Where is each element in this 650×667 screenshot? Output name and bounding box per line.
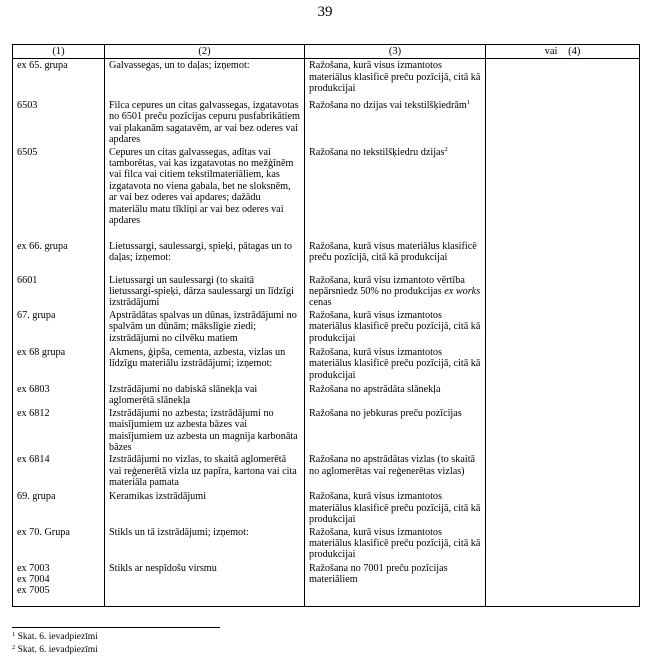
rule-text: Ražošana no apstrādātas vizlas (to skaitā no aglomerētas vai reģenerētas vizlas) <box>309 454 476 477</box>
cell-code: 69. grupa <box>13 490 105 525</box>
rule-text: Ražošana, kurā visus materiālus klasificē preču pozīcijā, citā kā produkcijai <box>309 240 477 263</box>
footnote-text: Skat. 6. ievadpiezīmi <box>17 632 98 642</box>
cell-description: Stikls ar nespīdošu virsmu <box>105 562 305 598</box>
code-line: ex 7004 <box>17 574 50 585</box>
footnote-text: Skat. 6. ievadpiezīmi <box>17 645 98 655</box>
table-row <box>13 59 640 99</box>
rules-table <box>12 44 640 607</box>
table-filler-row <box>13 598 640 607</box>
filler-cell <box>13 598 105 607</box>
cell-description: Apstrādātas spalvas un dūnas, izstrādājumi no spalvām un dūnām; mākslīgie ziedi; izstrādājumi no cilvēku matiem <box>105 309 305 346</box>
table-row <box>13 99 640 146</box>
cell-description: Izstrādājumi no dabiskā slānekļa vai aglomerētā slānekļa <box>105 383 305 407</box>
header-col3 <box>305 45 486 59</box>
cell-alternative-rule <box>486 146 640 240</box>
cell-alternative-rule <box>486 240 640 274</box>
cell-alternative-rule <box>486 383 640 407</box>
header-col4-label: (4) <box>568 46 581 57</box>
cell-description: Izstrādājumi no azbesta; izstrādājumi no maisījumiem uz azbesta bāzes vai maisījumiem uz azbesta un magnija karbonāta bāzes <box>105 407 305 454</box>
cell-code: 6601 <box>13 274 105 309</box>
rule-text: Ražošana no 7001 preču pozīcijas materiāliem <box>309 562 448 585</box>
cell-rule <box>305 526 486 562</box>
cell-description: Filca cepures un citas galvassegas, izgatavotas no 6501 preču pozīcijas cepuru pusfabrikātiem vai plakanām sagatavēm, ar vai bez oderes vai apdares <box>105 99 305 146</box>
cell-alternative-rule <box>486 562 640 598</box>
rule-text: Ražošana, kurā visus izmantotos materiālus klasificē preču pozīcijā, citā kā produkcijai <box>309 60 481 95</box>
cell-alternative-rule <box>486 59 640 99</box>
cell-rule <box>305 240 486 274</box>
rule-text: Ražošana, kurā visus izmantotos materiālus klasificē preču pozīcijā, citā kā produkcijai <box>309 309 481 344</box>
cell-code: ex 6812 <box>13 407 105 454</box>
cell-rule <box>305 146 486 240</box>
footnote-mark: 2 <box>12 644 16 651</box>
cell-rule <box>305 309 486 346</box>
cell-code: ex 66. grupa <box>13 240 105 274</box>
cell-rule <box>305 562 486 598</box>
cell-rule <box>305 274 486 309</box>
cell-code: 6503 <box>13 99 105 146</box>
header-col4 <box>486 45 640 59</box>
rule-text: Ražošana, kurā visu izmantoto vērtība nepārsniedz 50% no produkcijas <box>309 274 465 297</box>
cell-alternative-rule <box>486 99 640 146</box>
cell-description: Izstrādājumi no vizlas, to skaitā aglomerētā vai reģenerētā vizla uz papīra, kartona vai cita materiāla pamata <box>105 453 305 490</box>
cell-code: 67. grupa <box>13 309 105 346</box>
cell-code <box>13 562 105 598</box>
header-col2: (2) <box>105 45 305 59</box>
table-row <box>13 562 640 598</box>
rule-text: Ražošana, kurā visus izmantotos materiālus klasificē preču pozīcijā, citā kā produkcijai <box>309 346 481 381</box>
cell-description: Keramikas izstrādājumi <box>105 490 305 525</box>
table-row <box>13 453 640 490</box>
cell-alternative-rule <box>486 526 640 562</box>
header-col3-label: (3) <box>388 46 402 57</box>
cell-alternative-rule <box>486 407 640 454</box>
table-row <box>13 274 640 309</box>
cell-description: Galvassegas, un to daļas; izņemot: <box>105 59 305 99</box>
table-row <box>13 346 640 383</box>
cell-code: 6505 <box>13 146 105 240</box>
cell-rule <box>305 346 486 383</box>
cell-alternative-rule <box>486 274 640 309</box>
rule-emphasis: ex works <box>444 285 481 297</box>
cell-code: ex 65. grupa <box>13 59 105 99</box>
table-row <box>13 309 640 346</box>
cell-code: ex 68 grupa <box>13 346 105 383</box>
cell-code: ex 6814 <box>13 453 105 490</box>
footnote-2 <box>12 645 98 655</box>
cell-description: Lietussargi un saulessargi (to skaitā lietussargi-spieķi, dārza saulessargi un līdzīgi izstrādājumi <box>105 274 305 309</box>
cell-rule <box>305 59 486 99</box>
code-line: ex 7003 <box>17 562 50 574</box>
header-vai-label: vai <box>544 46 558 57</box>
rule-text: Ražošana, kurā visus izmantotos materiālus klasificē preču pozīcijā, citā kā produkcijai <box>309 491 481 526</box>
footnote-reference: 1 <box>466 98 471 106</box>
rule-text: Ražošana no jebkuras preču pozīcijas <box>309 407 462 419</box>
cell-alternative-rule <box>486 346 640 383</box>
table-row <box>13 407 640 454</box>
table-row <box>13 146 640 240</box>
cell-rule <box>305 407 486 454</box>
cell-code: ex 70. Grupa <box>13 526 105 562</box>
header-col1: (1) <box>13 45 105 59</box>
footnote-mark: 1 <box>12 631 16 638</box>
cell-alternative-rule <box>486 309 640 346</box>
cell-description: Cepures un citas galvassegas, adītas vai tamborētas, vai kas izgatavotas no mežģīnēm vai filca vai citiem tekstilmateriāliem, kas izgatavota no viena gabala, bet ne sloksnēm, ar vai bez oderes vai apdares; dažādu materiālu matu tīkliņi ar vai bez oderes vai apdares <box>105 146 305 240</box>
footnote-1 <box>12 632 98 642</box>
rule-text-end: cenas <box>309 297 332 309</box>
cell-description: Akmens, ģipša, cementa, azbesta, vizlas un līdzīgu materiālu izstrādājumi; izņemot: <box>105 346 305 383</box>
table-row <box>13 383 640 407</box>
cell-rule <box>305 99 486 146</box>
filler-cell <box>305 598 486 607</box>
cell-description: Lietussargi, saulessargi, spieķi, pātagas un to daļas; izņemot: <box>105 240 305 274</box>
rule-text: Ražošana, kurā visus izmantotos materiālus klasificē preču pozīcijā, citā kā produkcijai <box>309 526 481 561</box>
table-row <box>13 526 640 562</box>
code-line: ex 7005 <box>17 585 50 597</box>
page-number: 39 <box>317 4 333 20</box>
rule-text: Ražošana no tekstilšķiedru dzijas <box>309 146 445 158</box>
filler-cell <box>486 598 640 607</box>
cell-alternative-rule <box>486 490 640 525</box>
filler-cell <box>105 598 305 607</box>
rule-text: Ražošana no dzijas vai tekstilšķiedrām <box>309 99 467 111</box>
table-header-row <box>13 45 640 59</box>
cell-rule <box>305 490 486 525</box>
table-row <box>13 490 640 525</box>
cell-description: Stikls un tā izstrādājumi; izņemot: <box>105 526 305 562</box>
footnote-divider <box>12 627 220 628</box>
cell-code: ex 6803 <box>13 383 105 407</box>
cell-alternative-rule <box>486 453 640 490</box>
cell-rule <box>305 453 486 490</box>
footnote-reference: 2 <box>444 145 448 153</box>
cell-rule <box>305 383 486 407</box>
table-row <box>13 240 640 274</box>
rule-text: Ražošana no apstrādāta slānekļa <box>309 383 441 395</box>
